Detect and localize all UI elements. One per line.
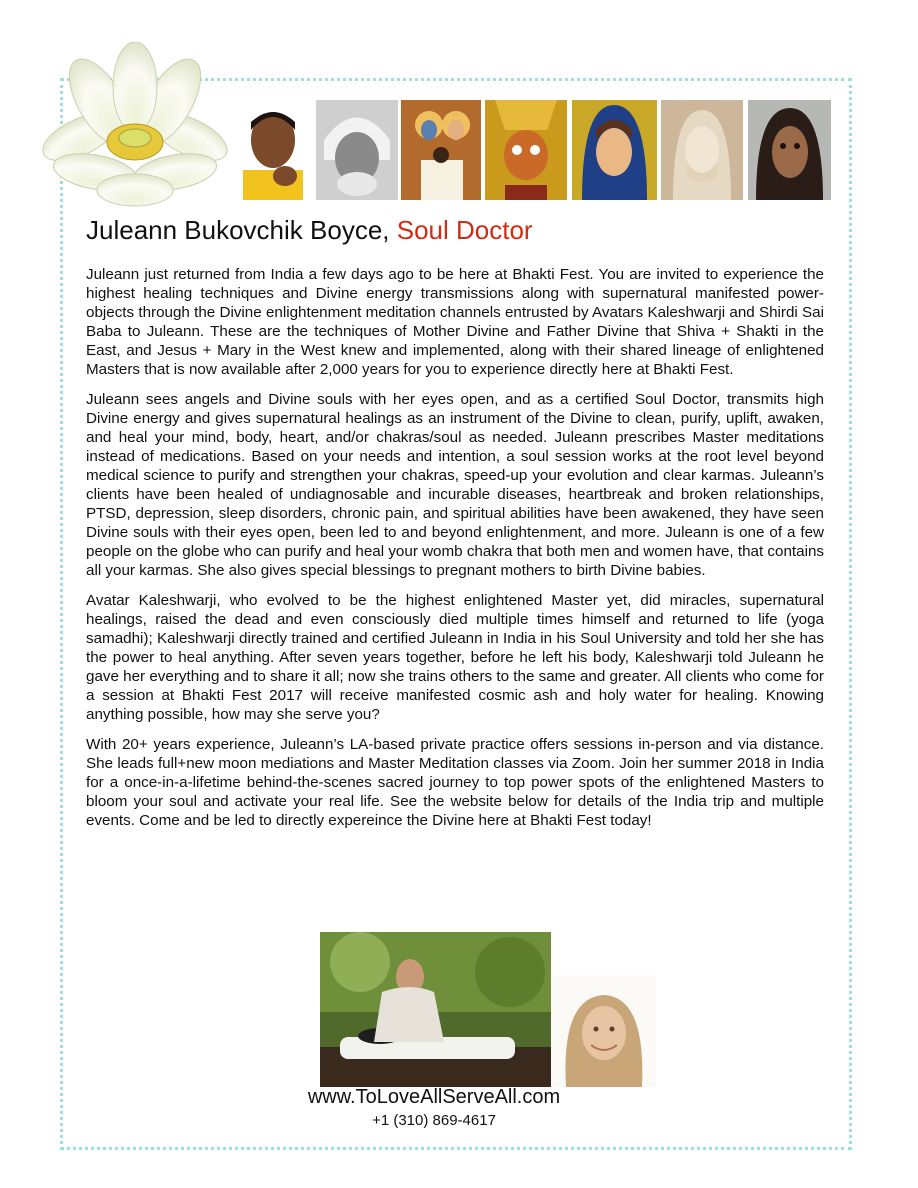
- phone-number: +1 (310) 869-4617: [372, 1112, 496, 1129]
- paragraph-2: Juleann sees angels and Divine souls with her eyes open, and as a certified Soul Doctor, transmits high Divine energy and gives supernatural healings as an instrument of the Divine to clean, purify, uplift, awaken, and heal your mind, body, heart, and/or chakras/soul as needed. Juleann prescribes Master meditations instead of medications. Based on your needs and intention, a soul session works at the root level beyond medical science to purify and strengthen your chakras, speed-up your evolution and clear karmas. Juleann’s clients have been healed of undiagnosable and incurable diseases, heartbreak and broken relationships, PTSD, depression, sleep disorders, chronic pain, and spiritual abilities have been awakened, they have seen Divine souls with their eyes open, been led to and beyond enlightenment, and more. Juleann is one of a few people on the globe who can purify and heal your womb chakra that both men and women have, that contains all your karmas. She also gives special blessings to pregnant mothers to birth Divine babies.: [86, 391, 824, 579]
- page-title: [86, 215, 533, 246]
- website-link[interactable]: www.ToLoveAllServeAll.com: [307, 1086, 561, 1108]
- juleann-portrait-photo: [551, 975, 656, 1087]
- portrait-shirdi-sai-baba: [316, 100, 398, 200]
- author-name: Juleann Bukovchik Boyce,: [86, 215, 390, 245]
- portrait-mother-mary: [572, 100, 657, 200]
- paragraph-1: Juleann just returned from India a few days ago to be here at Bhakti Fest. You are invited to experience the highest healing techniques and Divine energy transmissions along with supernatural manifested power-objects through the Divine enlightenment meditation channels entrusted by Avatars Kaleshwarji and Shirdi Sai Baba to Juleann. These are the techniques of Mother Divine and Father Divine that Shiva + Shakti in the East, and Jesus + Mary in the West knew and implemented, along with their shared lineage of enlightened Masters that is now available after 2,000 years for you to experience directly here at Bhakti Fest.: [86, 266, 824, 378]
- portrait-jesus: [661, 100, 743, 200]
- lotus-flower-image: [40, 42, 230, 212]
- paragraph-3: Avatar Kaleshwarji, who evolved to be the highest enlightened Master yet, did miracles, supernatural healings, raised the dead and even consciously died multiple times himself and returned to life (yoga samadhi); Kaleshwarji directly trained and certified Juleann in India in his Soul University and told her she has the power to heal anything. After seven years together, before he left his body, Kaleshwarji told Juleann he gave her everything and to share it all; now she trains others to the same and greater. All clients who come for a session at Bhakti Fest 2017 will receive manifested cosmic ash and holy water for healing. Knowing anything possible, how may she serve you?: [86, 592, 824, 723]
- paragraph-4: With 20+ years experience, Juleann’s LA-based private practice offers sessions in-person and via distance. She leads full+new moon mediations and Master Meditation classes via Zoom. Join her summer 2018 in India for a once-in-a-lifetime behind-the-scenes sacred journey to top power spots of the enlightened Masters to bloom your soul and activate your real life. See the website below for details of the India trip and multiple events. Come and be led to directly expereince the Divine here at Bhakti Fest today!: [86, 736, 824, 829]
- body-text: [86, 265, 824, 841]
- portrait-babaji: [748, 100, 831, 200]
- title-accent: Soul Doctor: [396, 215, 533, 245]
- portrait-divine-couple: [401, 100, 481, 200]
- healing-session-photo: [320, 932, 551, 1087]
- portrait-goddess: [485, 100, 567, 200]
- portrait-kaleshwarji: [233, 100, 313, 200]
